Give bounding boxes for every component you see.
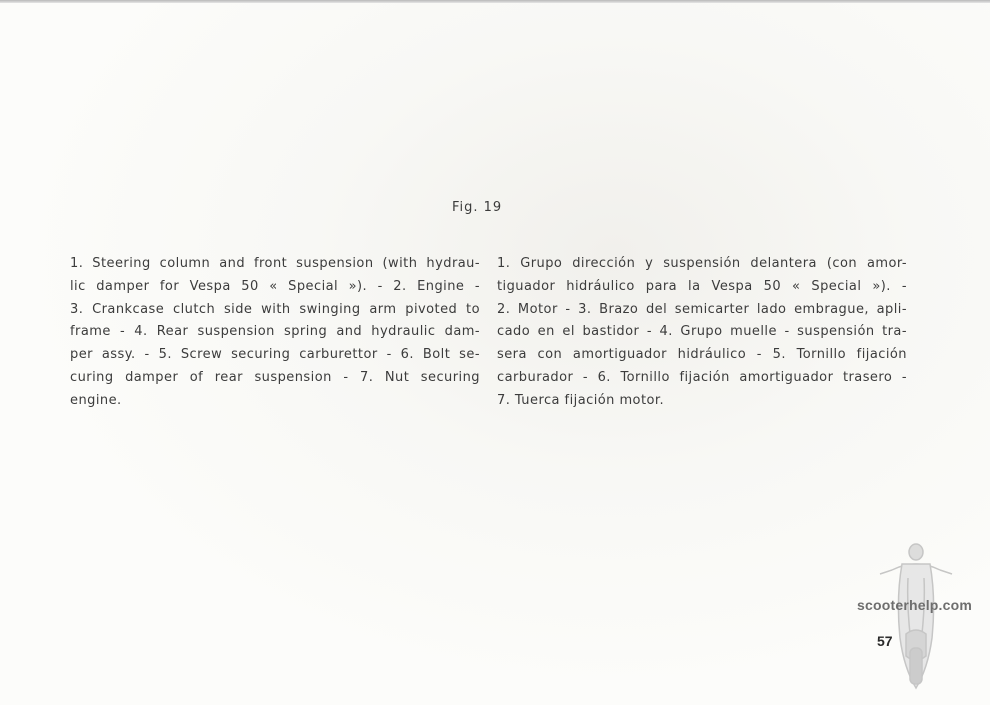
watermark: scooterhelp.com — [857, 597, 973, 613]
spanish-line: carburador - 6. Tornillo fijación amortiguador trasero - — [497, 369, 907, 385]
english-line: lic damper for Vespa 50 « Special »). - 2. Engine - — [70, 278, 480, 294]
vespa-scooter-front-icon — [872, 538, 962, 693]
spanish-line: cado en el bastidor - 4. Grupo muelle - suspensión tra- — [497, 324, 907, 340]
spanish-line: 2. Motor - 3. Brazo del semicarter lado embrague, apli- — [497, 301, 907, 317]
spanish-line: sera con amortiguador hidráulico - 5. Tornillo fijación — [497, 347, 907, 363]
spanish-line: 1. Grupo dirección y suspensión delantera (con amor- — [497, 256, 907, 271]
english-line: 3. Crankcase clutch side with swinging arm pivoted to — [70, 301, 480, 317]
english-line: 1. Steering column and front suspension (with hydrau- — [70, 256, 480, 271]
english-legend — [70, 253, 480, 413]
spanish-line: 7. Tuerca fijación motor. — [497, 392, 665, 408]
english-line: per assy. - 5. Screw securing carburettor - 6. Bolt se- — [70, 347, 480, 363]
figure-caption: Fig. 19 — [452, 200, 503, 215]
page-number: 57 — [877, 633, 893, 649]
english-line: curing damper of rear suspension - 7. Nut securing — [70, 369, 480, 385]
top-edge-rule — [0, 0, 990, 3]
spanish-line: tiguador hidráulico para la Vespa 50 « Special »). - — [497, 278, 907, 294]
spanish-legend — [497, 253, 907, 413]
english-line: engine. — [70, 392, 122, 408]
english-line: frame - 4. Rear suspension spring and hydraulic dam- — [70, 324, 480, 340]
